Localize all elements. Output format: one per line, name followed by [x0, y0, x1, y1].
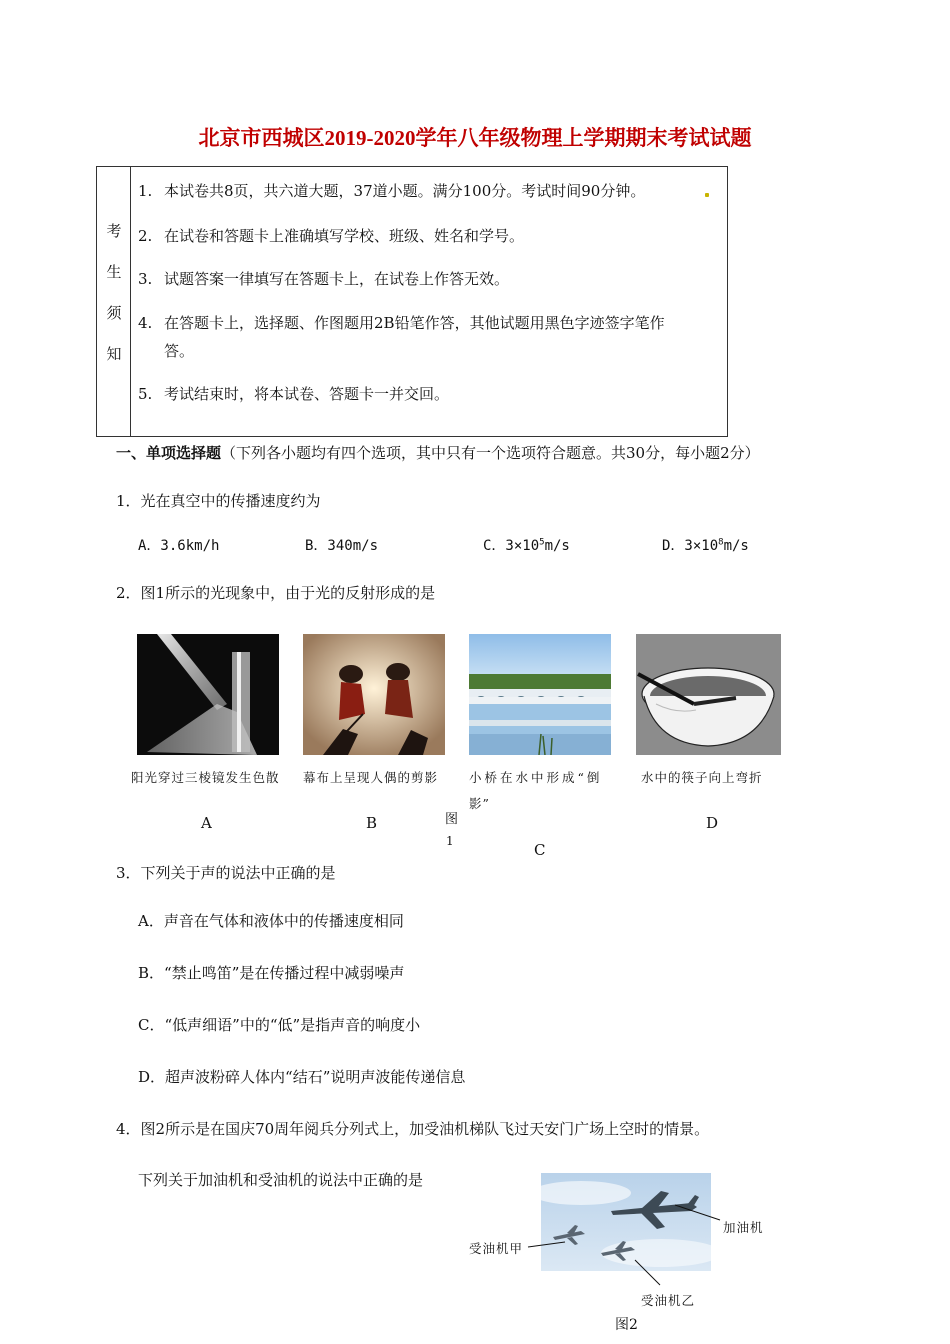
- caption-c: 小桥在水中形成“倒: [469, 770, 603, 785]
- q3-option-c: C．“低声细语”中的“低”是指声音的响度小: [138, 1016, 421, 1034]
- section-title: 一、单项选择题: [116, 444, 222, 462]
- notice-item-text: 考试结束时，将本试卷、答题卡一并交回。: [164, 385, 450, 403]
- option-letter-b: B: [366, 814, 378, 832]
- notice-item-number: 5.: [138, 385, 153, 403]
- q1-option-c-unit: m/s: [544, 538, 570, 554]
- question-3-stem: 3．下列关于声的说法中正确的是: [116, 864, 336, 882]
- chopstick-in-bowl-photo: [636, 634, 781, 755]
- receiver-a-label: 受油机甲: [469, 1241, 524, 1256]
- q1-option-b: B．340m/s: [305, 538, 379, 554]
- notice-item: [138, 268, 509, 289]
- notice-label-char: 须: [106, 304, 122, 322]
- notice-label-char: 知: [106, 345, 122, 363]
- notice-divider: [130, 166, 131, 437]
- q1-option-a: A．3.6km/h: [138, 538, 220, 554]
- q1-option-d-unit: m/s: [723, 538, 749, 554]
- section-description: （下列各小题均有四个选项，其中只有一个选项符合题意。共30分，每小题2分）: [221, 444, 760, 462]
- option-letter-a: A: [201, 814, 212, 832]
- notice-item-text: 试题答案一律填写在答题卡上，在试卷上作答无效。: [164, 270, 510, 288]
- q3-option-b: B．“禁止鸣笛”是在传播过程中减弱噪声: [138, 964, 405, 982]
- q1-option-d: [662, 535, 749, 555]
- q3-option-a: A．声音在气体和液体中的传播速度相同: [138, 912, 404, 930]
- q1-option-c-exponent: 5: [539, 537, 545, 548]
- notice-item-text: 本试卷共8页，共六道大题，37道小题。满分100分。考试时间90分钟。: [164, 182, 646, 200]
- notice-item-text: 在答题卡上，选择题、作图题用2B铅笔作答，其他试题用黑色字迹签字笔作: [164, 314, 665, 332]
- caption-c-continued: 影”: [469, 796, 490, 811]
- option-letter-d: D: [706, 814, 719, 832]
- tanker-label: 加油机: [723, 1220, 764, 1235]
- yellow-dot-mark: [705, 193, 709, 197]
- notice-item: [138, 312, 665, 333]
- question-1-stem: 1．光在真空中的传播速度约为: [116, 492, 321, 510]
- caption-d: 水中的筷子向上弯折: [641, 770, 763, 785]
- figure-1-label: 图: [445, 812, 459, 827]
- receiver-b-label: 受油机乙: [641, 1293, 696, 1308]
- notice-label-char: 生: [106, 263, 122, 281]
- option-letter-c: C: [534, 841, 546, 859]
- question-4-stem: 4．图2所示是在国庆70周年阅兵分列式上，加受油机梯队飞过天安门广场上空时的情景。: [116, 1120, 710, 1138]
- caption-a: 阳光穿过三棱镜发生色散: [131, 770, 280, 785]
- question-2-stem: 2．图1所示的光现象中，由于光的反射形成的是: [116, 584, 436, 602]
- notice-item-number: 3.: [138, 270, 153, 288]
- notice-item-number: 1.: [138, 182, 153, 200]
- q3-option-d: D．超声波粉碎人体内“结石”说明声波能传递信息: [138, 1068, 466, 1086]
- notice-item-number: 2.: [138, 227, 153, 245]
- notice-label-char: 考: [106, 222, 122, 240]
- notice-item-number: 4.: [138, 314, 153, 332]
- section-heading: [116, 442, 760, 463]
- q1-option-c: [483, 535, 570, 555]
- q1-option-d-text: D．3×10: [662, 538, 719, 554]
- notice-item: [138, 383, 449, 404]
- caption-b: 幕布上呈现人偶的剪影: [303, 770, 439, 785]
- shadow-puppet-photo: [303, 634, 445, 755]
- page-title: 北京市西城区2019-2020学年八年级物理上学期期末考试试题: [198, 126, 752, 150]
- bridge-reflection-photo: [469, 634, 611, 755]
- notice-item-text: 在试卷和答题卡上准确填写学校、班级、姓名和学号。: [164, 227, 525, 245]
- notice-item-continuation: 答。: [164, 342, 195, 360]
- figure-1-number: 1: [446, 834, 454, 848]
- prism-dispersion-photo: [137, 634, 279, 755]
- notice-item: [138, 225, 524, 246]
- q1-option-c-text: C．3×10: [483, 538, 540, 554]
- question-4-sub: 下列关于加油机和受油机的说法中正确的是: [138, 1171, 424, 1189]
- figure-2-pointer-lines: [520, 1180, 750, 1300]
- q1-option-d-exponent: 8: [718, 537, 724, 548]
- notice-item: [138, 180, 645, 201]
- figure-2-label: 图2: [615, 1317, 638, 1333]
